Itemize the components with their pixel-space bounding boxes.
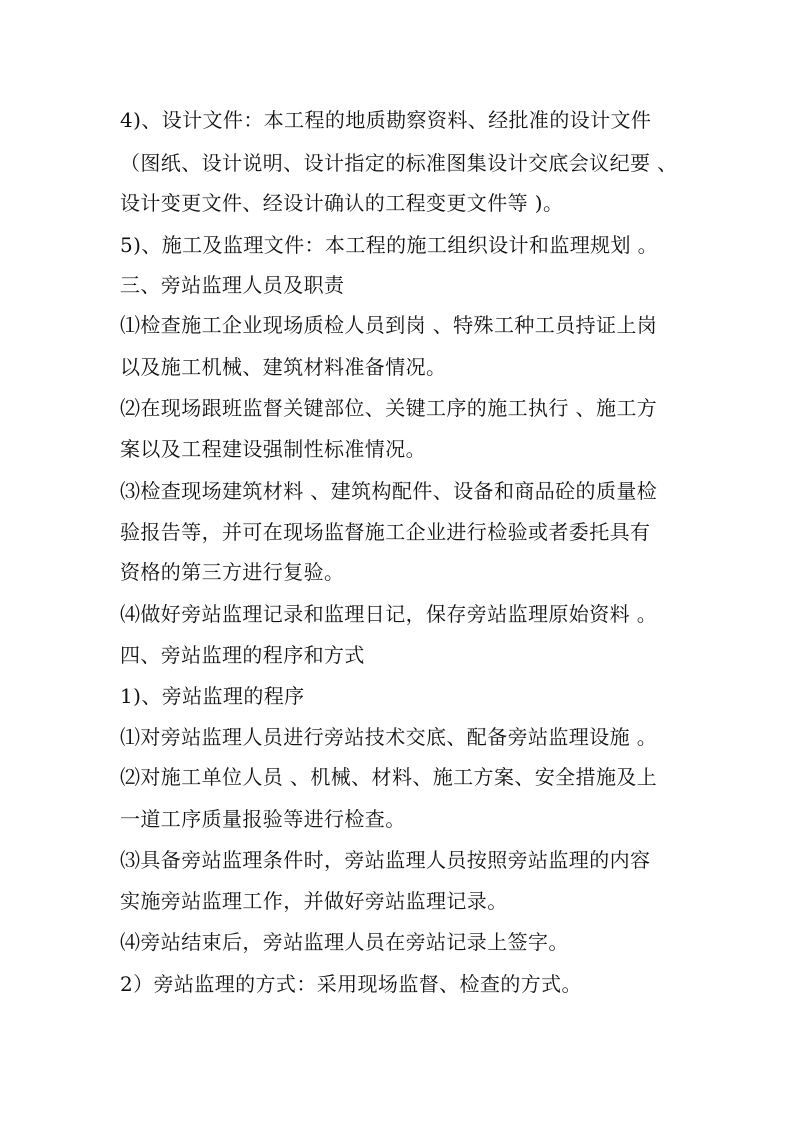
text-line: ⑶检查现场建筑材料 、建筑构配件、设备和商品砼的质量检 — [120, 479, 658, 503]
text-line: （图纸、设计说明、设计指定的标准图集设计交底会议纪要 、 — [120, 151, 678, 175]
text-line: 实施旁站监理工作，并做好旁站监理记录。 — [120, 889, 508, 913]
text-line: ⑷做好旁站监理记录和监理日记，保存旁站监理原始资料 。 — [120, 602, 658, 626]
text-line: 验报告等，并可在现场监督施工企业进行检验或者委托具有 — [120, 520, 651, 544]
text-line: ⑵对施工单位人员 、机械、材料、施工方案、安全措施及上 — [120, 765, 658, 789]
text-line: 案以及工程建设强制性标准情况。 — [120, 437, 426, 461]
text-line: ⑴对旁站监理人员进行旁站技术交底、配备旁站监理设施 。 — [120, 725, 658, 749]
text-line: 2）旁站监理的方式：采用现场监督、检查的方式。 — [120, 972, 582, 996]
text-line: 资格的第三方进行复验。 — [120, 560, 345, 584]
section-heading: 三、旁站监理人员及职责 — [120, 273, 345, 297]
text-line: 以及施工机械、建筑材料准备情况。 — [120, 355, 447, 379]
text-line: 5)、施工及监理文件：本工程的施工组织设计和监理规划 。 — [120, 233, 659, 257]
text-line: ⑴检查施工企业现场质检人员到岗 、特殊工种工员持证上岗 — [120, 313, 658, 337]
text-line: 4)、设计文件：本工程的地质勘察资料、经批准的设计文件 — [120, 108, 652, 132]
text-line: 一道工序质量报验等进行检查。 — [120, 807, 406, 831]
text-line: ⑶具备旁站监理条件时，旁站监理人员按照旁站监理的内容 — [120, 848, 651, 872]
section-heading: 四、旁站监理的程序和方式 — [120, 643, 365, 667]
text-line: ⑵在现场跟班监督关键部位、关键工序的施工执行 、施工方 — [120, 396, 658, 420]
text-line: 1)、旁站监理的程序 — [120, 684, 305, 708]
text-line: ⑷旁站结束后，旁站监理人员在旁站记录上签字。 — [120, 930, 569, 954]
text-line: 设计变更文件、经设计确认的工程变更文件等 )。 — [120, 191, 564, 215]
